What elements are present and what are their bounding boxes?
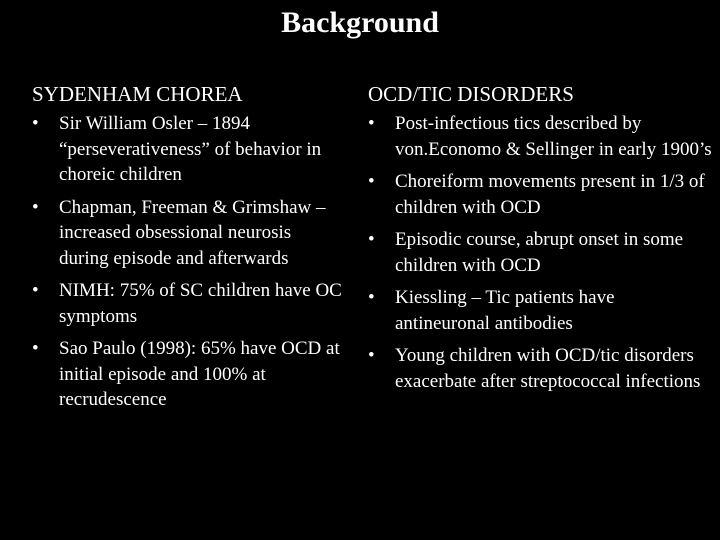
right-bullet-text: Choreiform movements present in 1/3 of children with OCD [395,171,705,218]
right-bullet-text: Young children with OCD/tic disorders exacerbate after streptococcal infections [395,345,701,392]
bullet-icon: • [368,287,375,308]
left-bullet-item [32,195,342,272]
left-bullet-text: NIMH: 75% of SC children have OC symptoms [59,280,342,327]
right-column [368,81,713,401]
right-bullet-text: Episodic course, abrupt onset in some children with OCD [395,229,684,276]
left-column [32,81,342,420]
right-bullet-list [368,111,713,394]
left-bullet-text: Sao Paulo (1998): 65% have OCD at initial episode and 100% at recrudescence [59,338,340,410]
bullet-icon: • [368,345,375,366]
left-column-heading: SYDENHAM CHOREA [32,82,243,106]
right-bullet-item [368,285,713,336]
bullet-icon: • [32,280,39,301]
bullet-icon: • [32,196,39,218]
right-bullet-text: Post-infectious tics described by von.Economo & Sellinger in early 1900’s [395,113,712,160]
bullet-icon: • [368,229,375,250]
right-bullet-item [368,227,713,278]
right-bullet-item [368,111,713,162]
bullet-icon: • [32,338,39,359]
right-column-heading: OCD/TIC DISORDERS [368,82,574,106]
left-bullet-text: Chapman, Freeman & Grimshaw – increased obsessional neurosis during episode and afterwards [59,196,326,269]
left-bullet-item [32,111,342,188]
bullet-icon: • [368,113,375,134]
left-bullet-item [32,278,342,329]
slide-title: Background [281,6,439,39]
left-bullet-list [32,111,342,413]
bullet-icon: • [32,113,39,134]
left-bullet-text: Sir William Osler – 1894 “perseverativeness” of behavior in choreic children [59,113,322,185]
bullet-icon: • [368,171,375,192]
left-bullet-item [32,336,342,413]
right-bullet-item [368,343,713,394]
right-bullet-item [368,169,713,220]
right-bullet-text: Kiessling – Tic patients have antineuronal antibodies [395,287,615,334]
